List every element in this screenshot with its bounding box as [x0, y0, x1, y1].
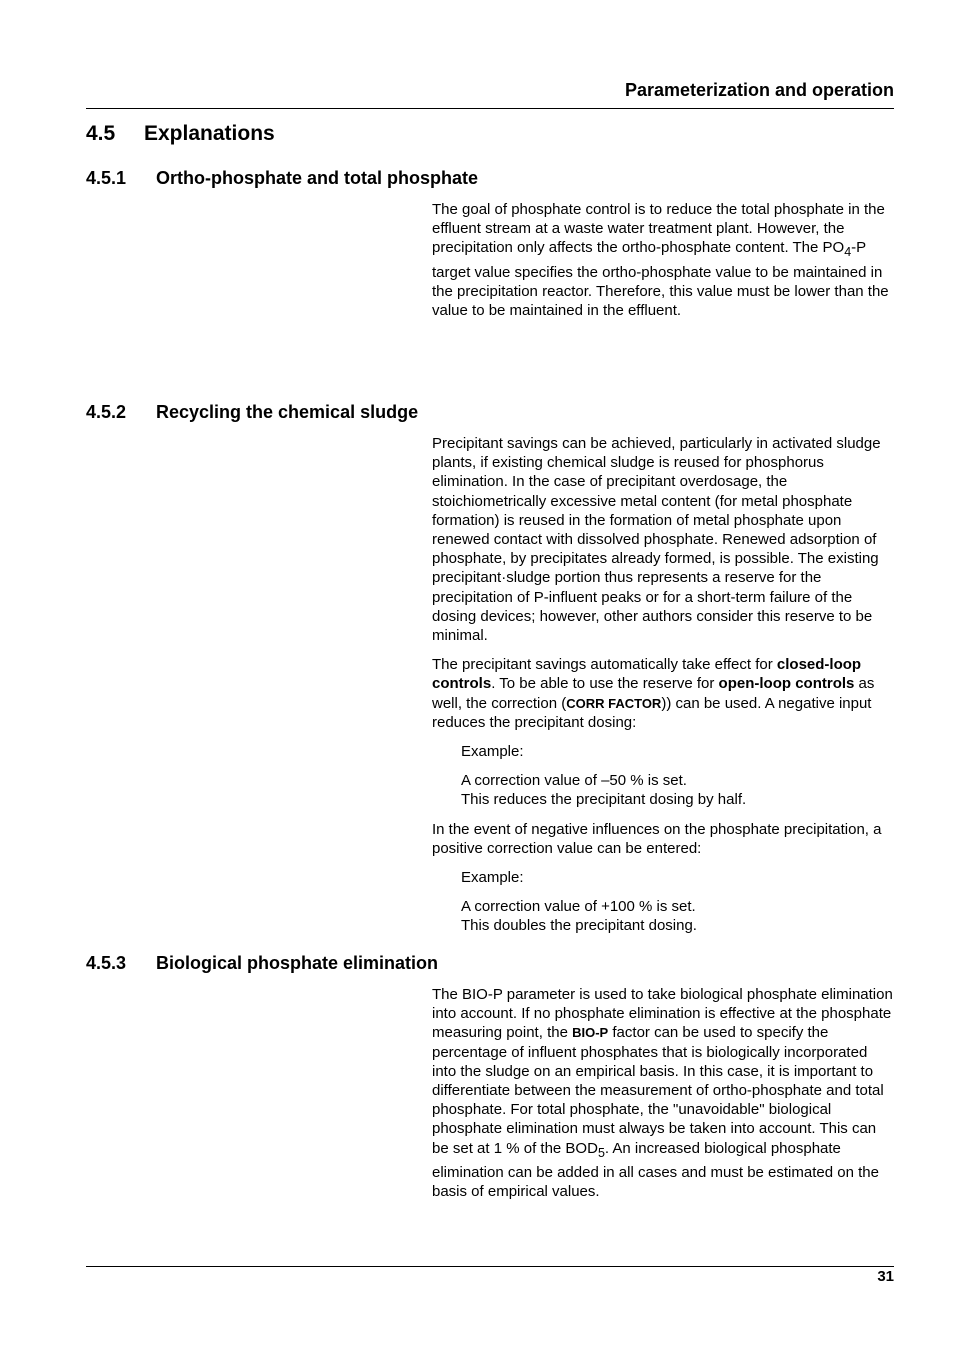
body-453 — [432, 985, 894, 1211]
paragraph: In the event of negative influences on the phosphate precipitation, a positive correction value can be entered: — [432, 820, 882, 857]
example-label: Example: — [461, 869, 524, 887]
body-452 — [432, 434, 894, 946]
subsection-number: 4.5.3 — [86, 953, 127, 973]
subsection-number: 4.5.2 — [86, 402, 127, 422]
paragraph: The BIO-P parameter is used to take biological phosphate elimination into account. If no phosphate elimination is effective at the phosphate measuring point, the BIO-P factor can be used to specify the percentage of influent phosphates that is biologically incorporated into the sludge on an empirical basis. In this case, it is important to differentiate between the measurement of ortho-phosphate and total phosphate. For total phosphate, the "unavoidable" biological phosphate elimination must always be taken into account. This can be set at 1 % of the $BOD_5$. An increased biological phosphate elimination can be added in all cases and must be estimated on the basis of empirical values. — [432, 986, 893, 1201]
example-text: A correction value of +100 % is set. This doubles the precipitant dosing. — [461, 898, 697, 935]
footer-rule — [86, 1266, 894, 1267]
subsection-heading-452 — [86, 401, 418, 423]
example-text: A correction value of –50 % is set. This reduces the precipitant dosing by half. — [461, 772, 747, 809]
body-451 — [432, 200, 894, 330]
header-rule — [86, 108, 894, 109]
section-heading — [86, 121, 275, 147]
example-label: Example: — [461, 743, 524, 761]
page-number: 31 — [877, 1268, 894, 1285]
subsection-title: Ortho-phosphate and total phosphate — [156, 168, 478, 188]
section-title: Explanations — [144, 122, 275, 145]
subsection-heading-453 — [86, 952, 438, 974]
paragraph: The precipitant savings automatically take effect for closed-loop controls. To be able to use the reserve for open-loop controls as well, the correction (CORR FACTOR)) can be used. A negative input reduces the precipitant dosing: — [432, 656, 875, 731]
running-header: Parameterization and operation — [624, 80, 894, 100]
section-number: 4.5 — [86, 122, 116, 145]
subsection-title: Recycling the chemical sludge — [156, 402, 419, 422]
paragraph: Precipitant savings can be achieved, particularly in activated sludge plants, if existing chemical sludge is reused for phosphorus elimination. In the case of precipitant overdosage, the stoichiometrically excessive metal content (for metal phosphate formation) is reused in the formation of metal phosphate upon renewed contact with dissolved phosphate. Renewed adsorption of phosphate, by precipitates already formed, is possible. The existing precipitant·sludge portion thus represents a reserve for the precipitation of P-influent peaks or for a short-term failure of the dosing devices; however, other authors consider this reserve to be minimal. — [432, 435, 881, 645]
paragraph: The goal of phosphate control is to reduce the total phosphate in the effluent stream at a waste water treatment plant. However, the precipitation only affects the ortho-phosphate content. The $PO_4-P$ target value specifies the ortho-phosphate value to be maintained in the precipitation reactor. Therefore, this value must be lower than the value to be maintained in the effluent. — [432, 201, 889, 320]
subsection-title: Biological phosphate elimination — [156, 953, 439, 973]
subsection-number: 4.5.1 — [86, 168, 127, 188]
subsection-heading-451 — [86, 167, 478, 189]
